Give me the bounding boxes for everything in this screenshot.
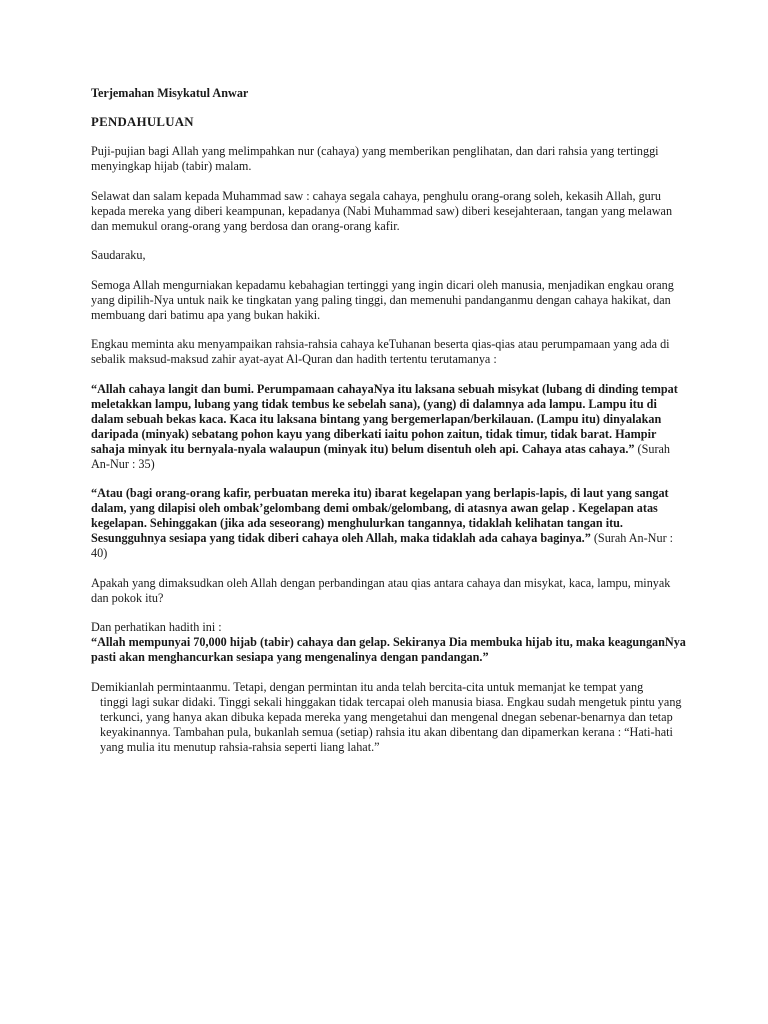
paragraph-4: Semoga Allah mengurniakan kepadamu kebahagian tertinggi yang ingin dicari oleh manusia, menjadikan engkau orang yang dipilih-Nya untuk naik ke tingkatan yang paling tinggi, dan memenuhi pandanganmu dengan cahaya hakikat, dan membuang dari batimu apa yang bukan hakiki. (91, 277, 674, 322)
paragraph-7-intro: Dan perhatikan hadith ini : (91, 620, 222, 634)
quote-2-text: “Atau (bagi orang-orang kafir, perbuatan mereka itu) ibarat kegelapan yang berlapis-lapis, di laut yang sangat dalam, yang dilapisi oleh ombak’gelombang demi ombak/gelombang, di atasnya awan gelap . Kegelapan atas kegelapan. Sehinggakan (jika ada seseorang) menghulurkan tangannya, tidaklah kelihatan tangan itu. Sesungguhnya sesiapa yang tidak diberi cahaya oleh Allah, maka tidaklah ada cahaya baginya.” (91, 486, 669, 545)
paragraph-3: Saudaraku, (91, 248, 146, 262)
section-heading: PENDAHULUAN (91, 115, 194, 129)
quote-1-reference: (Surah An-Nur : 35) (91, 441, 671, 471)
paragraph-8-first-line: Demikianlah permintaanmu. Tetapi, dengan permintan itu anda telah bercita-cita untuk memanjat ke tempat yang (91, 679, 644, 694)
quote-3-text: “Allah mempunyai 70,000 hijab (tabir) cahaya dan gelap. Sekiranya Dia membuka hijab itu, maka keagunganNya pasti akan menghancurkan sesiapa yang mengenalinya dengan pandangan.” (91, 635, 686, 664)
document-title: Terjemahan Misykatul Anwar (91, 86, 249, 100)
paragraph-6: Apakah yang dimaksudkan oleh Allah dengan perbandingan atau qias antara cahaya dan misykat, kaca, lampu, minyak dan pokok itu? (91, 575, 671, 605)
paragraph-1: Puji-pujian bagi Allah yang melimpahkan nur (cahaya) yang memberikan penglihatan, dan dari rahsia yang tertinggi menyingkap hijab (tabir) malam. (91, 144, 659, 173)
quote-block-2 (91, 486, 691, 561)
paragraph-5: Engkau meminta aku menyampaikan rahsia-rahsia cahaya keTuhanan beserta qias-qias atau perumpamaan yang ada di sebalik maksud-maksud zahir ayat-ayat Al-Quran dan hadith tertentu terutamanya : (91, 337, 670, 366)
paragraph-8-rest: tinggi lagi sukar didaki. Tinggi sekali hinggakan tidak tercapai oleh manusia biasa. Engkau sudah mengetuk pintu yang terkunci, yang hanya akan dibuka kepada mereka yang mengetahui dan mengenal dnegan sebenar-benarnya dan tetap keyakinannya. Tambahan pula, bukanlah semua (setiap) rahsia itu akan dibentang dan dipamerkan kerana : “Hati-hati yang mulia itu menutup rahsia-rahsia seperti liang lahat.” (100, 694, 682, 754)
quote-block-1 (91, 382, 691, 472)
paragraph-2: Selawat dan salam kepada Muhammad saw : cahaya segala cahaya, penghulu orang-orang soleh, kekasih Allah, guru kepada mereka yang diberi keampunan, kepadanya (Nabi Muhammad saw) diberi kesejahteraan, tangan yang melawan dan memukul orang-orang yang berdosa dan orang-orang kafir. (91, 188, 673, 233)
document-page (91, 86, 691, 769)
paragraph-8 (91, 680, 691, 755)
quote-1-text: “Allah cahaya langit dan bumi. Perumpamaan cahayaNya itu laksana sebuah misykat (lubang di dinding tempat meletakkan lampu, lubang yang tidak tembus ke sebelah sana), (yang) di dalamnya ada lampu. Lampu itu di dalam sebuah bekas kaca. Kaca itu laksana bintang yang bergemerlapan/berkilauan. (Lampu itu) dinyalakan daripada (minyak) sebatang pohon kayu yang diberkati iaitu pohon zaitun, tidak timur, tidak barat. Hampir sahaja minyak itu bernyala-nyala walaupun (minyak itu) belum disentuh oleh api. Cahaya atas cahaya.” (91, 381, 678, 456)
quote-2-reference: (Surah An-Nur : 40) (91, 531, 674, 560)
